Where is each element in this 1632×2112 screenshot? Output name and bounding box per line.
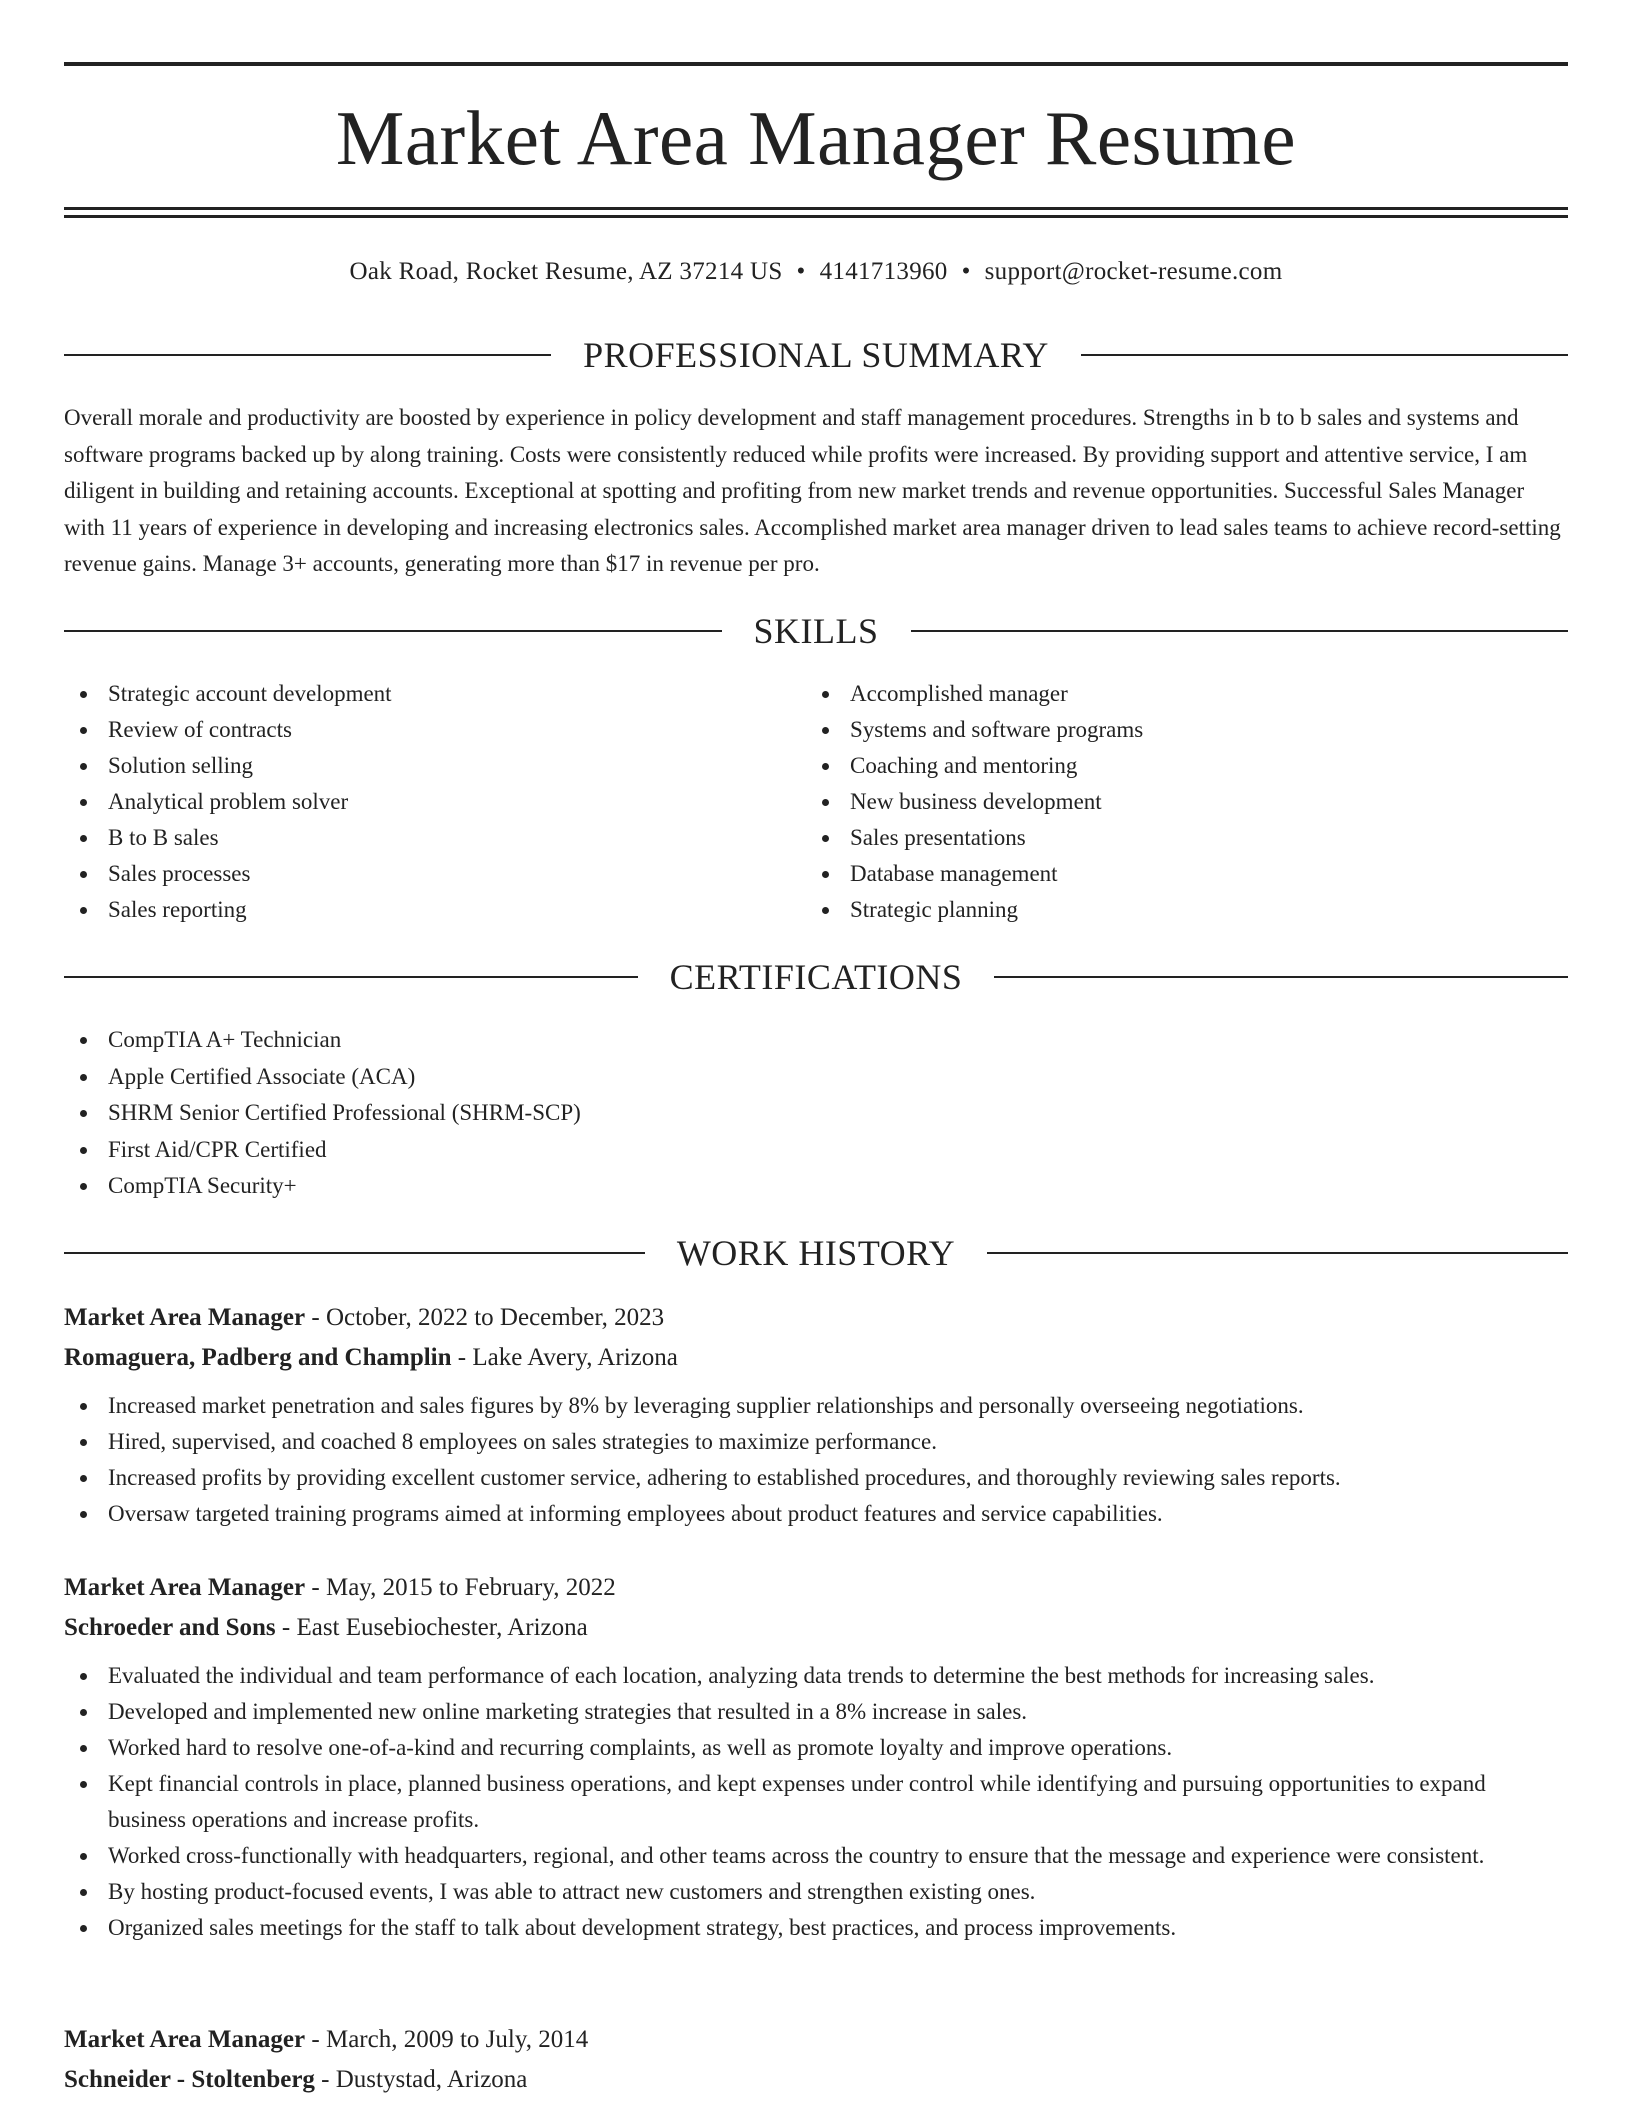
resume-title: Market Area Manager Resume: [335, 95, 1297, 181]
certification-item: Apple Certified Associate (ACA): [64, 1059, 1064, 1096]
job-location: - Dustystad, Arizona: [314, 2066, 528, 2093]
job-entry: [64, 1298, 1568, 1532]
divider-line: [1081, 354, 1568, 356]
section-header-certifications: [64, 955, 1568, 999]
contact-email[interactable]: support@rocket-resume.com: [984, 258, 1283, 285]
job-title-line: [64, 1568, 1568, 1608]
job-bullet: Developed and implemented new online marketing strategies that resulted in a 8% increase in sales.: [64, 1694, 1568, 1730]
skill-item: Analytical problem solver: [64, 784, 764, 820]
skill-item: Strategic planning: [806, 892, 1506, 928]
divider-line: [64, 976, 638, 978]
job-bullet: Increased profits by providing excellent customer service, adhering to established procedures, and thoroughly reviewing sales reports.: [64, 1460, 1568, 1496]
skill-item: Accomplished manager: [806, 676, 1506, 712]
section-header-skills: [64, 609, 1568, 653]
title-rule-upper: [64, 207, 1568, 210]
job-bullet: Worked hard to resolve one-of-a-kind and recurring complaints, as well as promote loyalty and improve operations.: [64, 1730, 1568, 1766]
divider-line: [64, 354, 551, 356]
top-rule: [64, 62, 1568, 66]
divider-line: [64, 630, 722, 632]
job-bullet: Worked cross-functionally with headquarters, regional, and other teams across the country to ensure that the message and experience were consistent.: [64, 1838, 1568, 1874]
certification-item: SHRM Senior Certified Professional (SHRM-SCP): [64, 1095, 1064, 1132]
job-company: Schneider - Stoltenberg: [64, 2066, 315, 2093]
job-title-line: [64, 1298, 1568, 1338]
job-bullet: Increased market penetration and sales figures by 8% by leveraging supplier relationships and personally overseeing negotiations.: [64, 1388, 1568, 1424]
contact-address: Oak Road, Rocket Resume, AZ 37214 US: [349, 258, 783, 285]
job-bullets: [64, 1658, 1568, 1946]
job-entry: [64, 1568, 1568, 1946]
section-title-summary: PROFESSIONAL SUMMARY: [583, 335, 1049, 375]
skill-item: Review of contracts: [64, 712, 764, 748]
job-title-line: [64, 2020, 1568, 2060]
divider-line: [994, 976, 1568, 978]
contact-separator: •: [961, 258, 971, 285]
job-bullet: By hosting product-focused events, I was able to attract new customers and strengthen existing ones.: [64, 1874, 1568, 1910]
divider-line: [911, 630, 1569, 632]
job-bullet: Organized sales meetings for the staff to talk about development strategy, best practices, and process improvements.: [64, 1910, 1568, 1946]
divider-line: [987, 1252, 1568, 1254]
skill-item: Systems and software programs: [806, 712, 1506, 748]
skills-list-right: [806, 676, 1506, 928]
skill-item: Sales reporting: [64, 892, 764, 928]
skill-item: Sales processes: [64, 856, 764, 892]
section-title-work-history: WORK HISTORY: [676, 1233, 956, 1273]
job-title: Market Area Manager: [64, 2026, 306, 2053]
certification-item: CompTIA A+ Technician: [64, 1022, 1064, 1059]
skill-item: New business development: [806, 784, 1506, 820]
job-location: - Lake Avery, Arizona: [451, 1344, 678, 1371]
certification-item: First Aid/CPR Certified: [64, 1132, 1064, 1169]
contact-line: [64, 256, 1568, 288]
skill-item: Coaching and mentoring: [806, 748, 1506, 784]
job-bullets: [64, 1388, 1568, 1532]
section-title-certifications: CERTIFICATIONS: [669, 957, 963, 997]
job-company-line: [64, 1608, 1568, 1648]
job-company-line: [64, 1338, 1568, 1378]
job-bullet: Evaluated the individual and team performance of each location, analyzing data trends to determine the best methods for increasing sales.: [64, 1658, 1568, 1694]
job-dates: - May, 2015 to February, 2022: [305, 1574, 616, 1601]
certification-item: CompTIA Security+: [64, 1168, 1064, 1205]
job-entry: [64, 2020, 1568, 2100]
job-bullet: Oversaw targeted training programs aimed at informing employees about product features and service capabilities.: [64, 1496, 1568, 1532]
contact-separator: •: [796, 258, 806, 285]
section-header-summary: [64, 333, 1568, 377]
job-title: Market Area Manager: [64, 1304, 306, 1331]
divider-line: [64, 1252, 645, 1254]
job-dates: - October, 2022 to December, 2023: [305, 1304, 665, 1331]
professional-summary: Overall morale and productivity are boosted by experience in policy development and staff management procedures. Strengths in b to b sales and systems and software programs backed up by along training. Costs were consistently reduced while profits were increased. By providing support and attentive service, I am diligent in building and retaining accounts. Exceptional at spotting and profiting from new market trends and revenue opportunities. Successful Sales Manager with 11 years of experience in developing and increasing electronics sales. Accomplished market area manager driven to lead sales teams to achieve record-setting revenue gains. Manage 3+ accounts, generating more than $17 in revenue per pro.: [64, 405, 1561, 576]
job-company-line: [64, 2060, 1568, 2100]
job-company: Romaguera, Padberg and Champlin: [64, 1344, 452, 1371]
job-company: Schroeder and Sons: [64, 1614, 276, 1641]
job-location: - East Eusebiochester, Arizona: [275, 1614, 588, 1641]
job-bullet: Kept financial controls in place, planned business operations, and kept expenses under control while identifying and pursuing opportunities to expand business operations and increase profits.: [64, 1766, 1568, 1838]
job-title: Market Area Manager: [64, 1574, 306, 1601]
skill-item: B to B sales: [64, 820, 764, 856]
certifications-list: [64, 1022, 1064, 1205]
section-header-work-history: [64, 1231, 1568, 1275]
skill-item: Sales presentations: [806, 820, 1506, 856]
skills-list-left: [64, 676, 764, 928]
title-rule-lower: [64, 215, 1568, 218]
job-dates: - March, 2009 to July, 2014: [305, 2026, 589, 2053]
section-title-skills: SKILLS: [753, 611, 879, 651]
contact-phone: 4141713960: [819, 258, 948, 285]
skill-item: Database management: [806, 856, 1506, 892]
skill-item: Solution selling: [64, 748, 764, 784]
skill-item: Strategic account development: [64, 676, 764, 712]
job-bullet: Hired, supervised, and coached 8 employees on sales strategies to maximize performance.: [64, 1424, 1568, 1460]
